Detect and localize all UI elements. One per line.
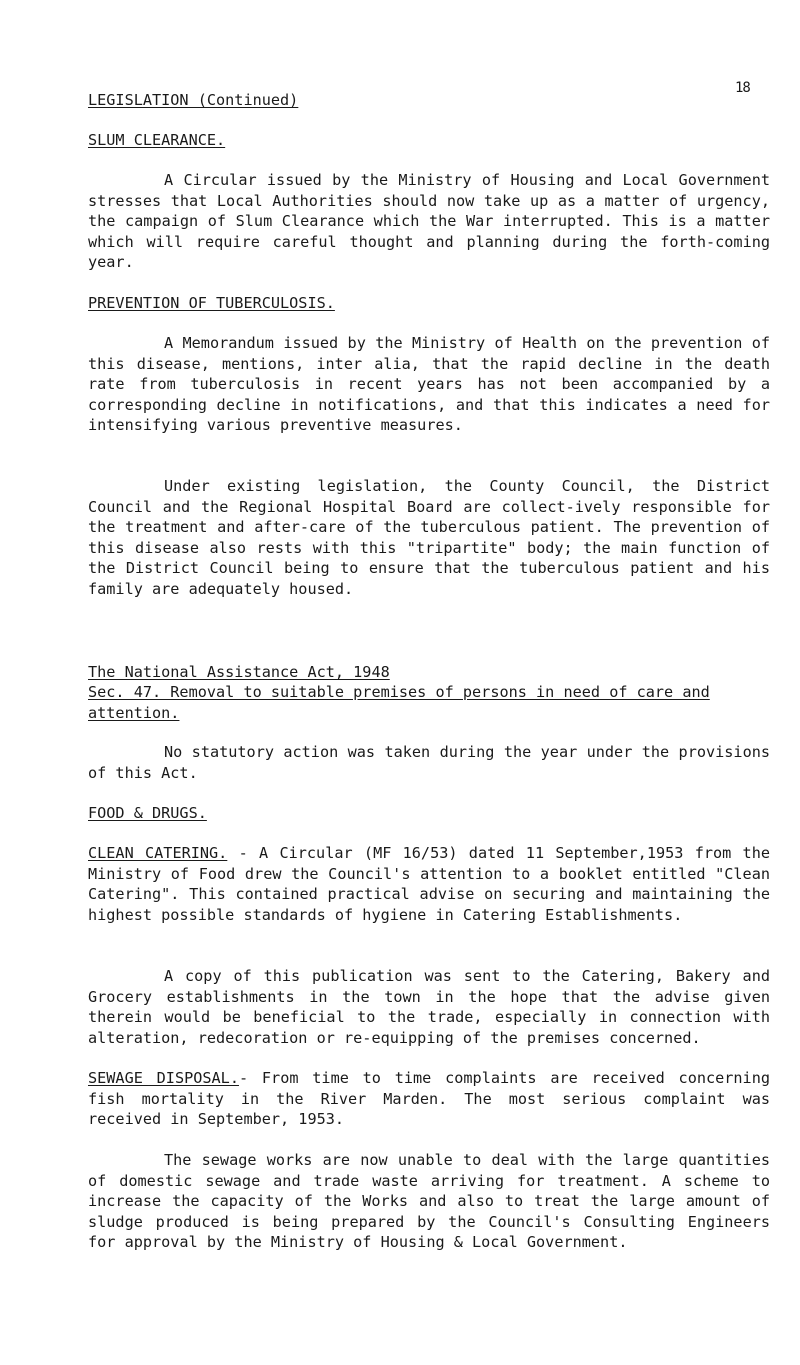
clean-catering-lead: CLEAN CATERING. bbox=[88, 844, 228, 862]
section-header: LEGISLATION (Continued) bbox=[88, 91, 299, 109]
tuberculosis-paragraph-1: A Memorandum issued by the Ministry of Health on the prevention of this disease, mentions, inter alia, that the rapid decline in the death rate from tuberculosis in recent years has not been accompanied by a corresponding decline in notifications, and that this indicates a need for intensifying various preventive measures. bbox=[88, 334, 770, 434]
sewage-disposal-paragraph bbox=[88, 1068, 770, 1130]
sewage-works-paragraph: The sewage works are now unable to deal with the large quantities of domestic sewage and trade waste arriving for treatment. A scheme to increase the capacity of the Works and also to treat the large amount of sludge produced is being prepared by the Council's Consulting Engineers for approval by the Ministry of Housing & Local Government. bbox=[88, 1151, 770, 1251]
sewage-disposal-lead: SEWAGE DISPOSAL. bbox=[88, 1069, 239, 1087]
tuberculosis-heading: PREVENTION OF TUBERCULOSIS. bbox=[88, 294, 335, 312]
slum-clearance-heading: SLUM CLEARANCE. bbox=[88, 131, 226, 149]
page-number: 18 bbox=[735, 80, 750, 96]
sewage-disposal-text: - From time to time complaints are received concerning fish mortality in the River Marden. The most serious complaint was received in September, 1953. bbox=[88, 1069, 770, 1128]
slum-clearance-paragraph: A Circular issued by the Ministry of Housing and Local Government stresses that Local Authorities should now take up as a matter of urgency, the campaign of Slum Clearance which the War interrupted. This is a matter which will require careful thought and planning during the forth-coming year. bbox=[88, 171, 770, 271]
national-assistance-paragraph: No statutory action was taken during the year under the provisions of this Act. bbox=[88, 743, 770, 782]
clean-catering-text: - A Circular (MF 16/53) dated 11 September,1953 from the Ministry of Food drew the Council's attention to a booklet entitled "Clean Catering". This contained practical advise on securing and maintaining the highest possible standards of hygiene in Catering Establishments. bbox=[88, 844, 770, 924]
tuberculosis-paragraph-2: Under existing legislation, the County Council, the District Council and the Regional Hospital Board are collect-ively responsible for the treatment and after-care of the tuberculous patient. The prevention of this disease also rests with this "tripartite" body; the main function of the District Council being to ensure that the tuberculous patient and his family are adequately housed. bbox=[88, 477, 770, 598]
clean-catering-paragraph bbox=[88, 843, 770, 925]
national-assistance-heading: The National Assistance Act, 1948 bbox=[88, 663, 390, 681]
catering-copy-paragraph: A copy of this publication was sent to the Catering, Bakery and Grocery establishments in the town in the hope that the advise given therein would be beneficial to the trade, especially in connection with alteration, redecoration or re-equipping of the premises concerned. bbox=[88, 967, 770, 1047]
national-assistance-subheading: Sec. 47. Removal to suitable premises of persons in need of care and attention. bbox=[88, 683, 710, 722]
food-drugs-heading: FOOD & DRUGS. bbox=[88, 804, 207, 822]
